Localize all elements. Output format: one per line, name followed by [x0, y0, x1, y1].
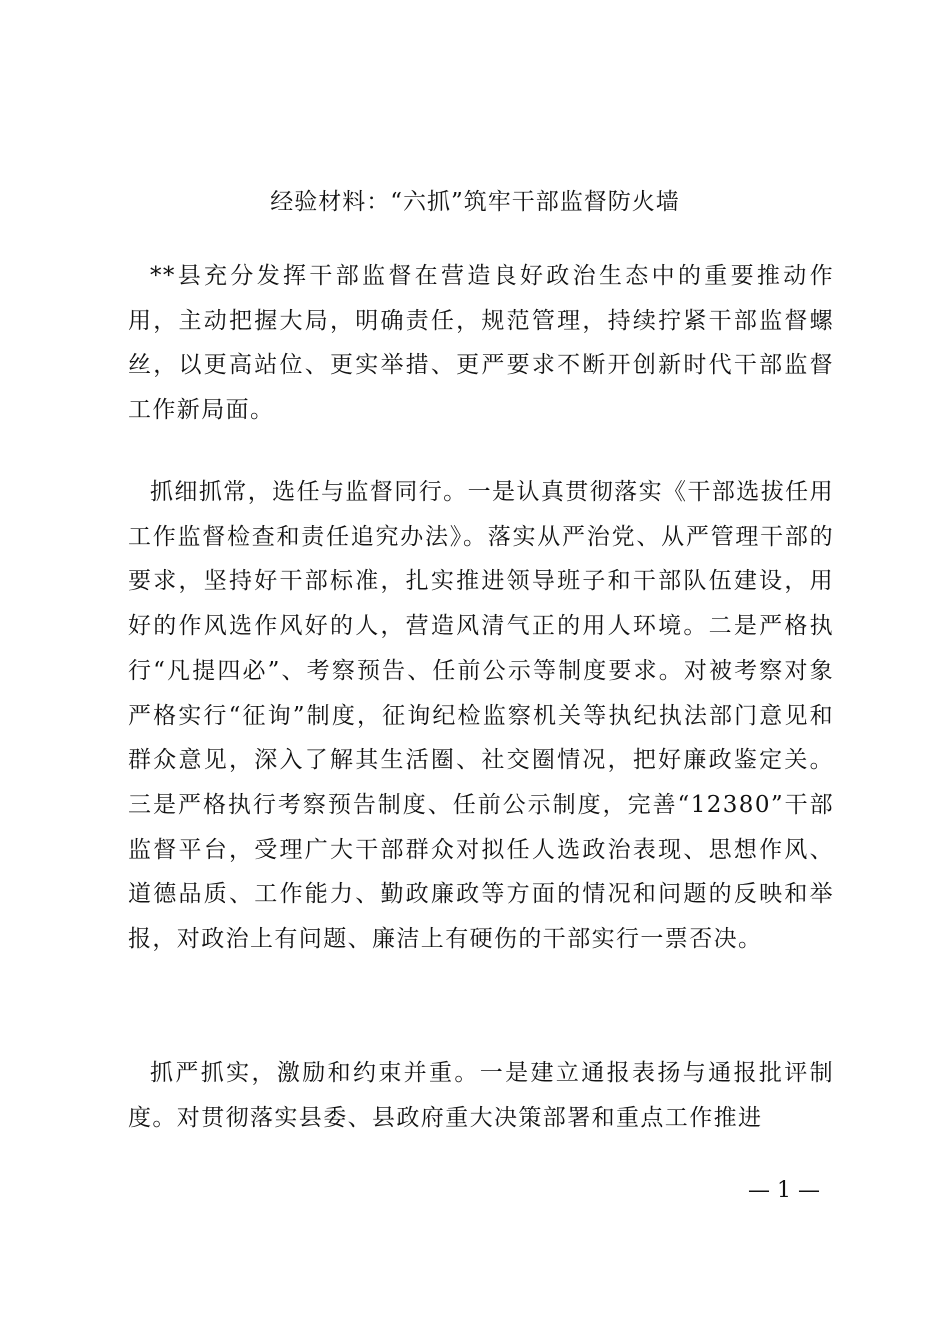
paragraph-selection-supervision: 抓细抓常，选任与监督同行。一是认真贯彻落实《干部选拔任用工作监督检查和责任追究办法》。落实从严治党、从严管理干部的要求，坚持好干部标准，扎实推进领导班子和干部队伍建设，用好的作风选作风好的人，营造风清气正的用人环境。二是严格执行“凡提四必”、考察预告、任前公示等制度要求。对被考察对象严格实行“征询”制度，征询纪检监察机关等执纪执法部门意见和群众意见，深入了解其生活圈、社交圈情况，把好廉政鉴定关。三是严格执行考察预告制度、任前公示制度，完善“12380”干部监督平台，受理广大干部群众对拟任人选政治表现、思想作风、道德品质、工作能力、勤政廉政等方面的情况和问题的反映和举报，对政治上有问题、廉洁上有硬伤的干部实行一票否决。	[128, 479, 834, 953]
document-title: 经验材料：“六抓”筑牢干部监督防火墙	[270, 189, 680, 215]
page-number: — 1 —	[748, 1178, 820, 1203]
paragraph-incentive-constraint: 抓严抓实，激励和约束并重。一是建立通报表扬与通报批评制度。对贯彻落实县委、县政府重大决策部署和重点工作推进	[128, 1060, 834, 1131]
paragraph-intro: **县充分发挥干部监督在营造良好政治生态中的重要推动作用，主动把握大局，明确责任，规范管理，持续拧紧干部监督螺丝，以更高站位、更实举措、更严要求不断开创新时代干部监督工作新局面。	[128, 263, 834, 424]
